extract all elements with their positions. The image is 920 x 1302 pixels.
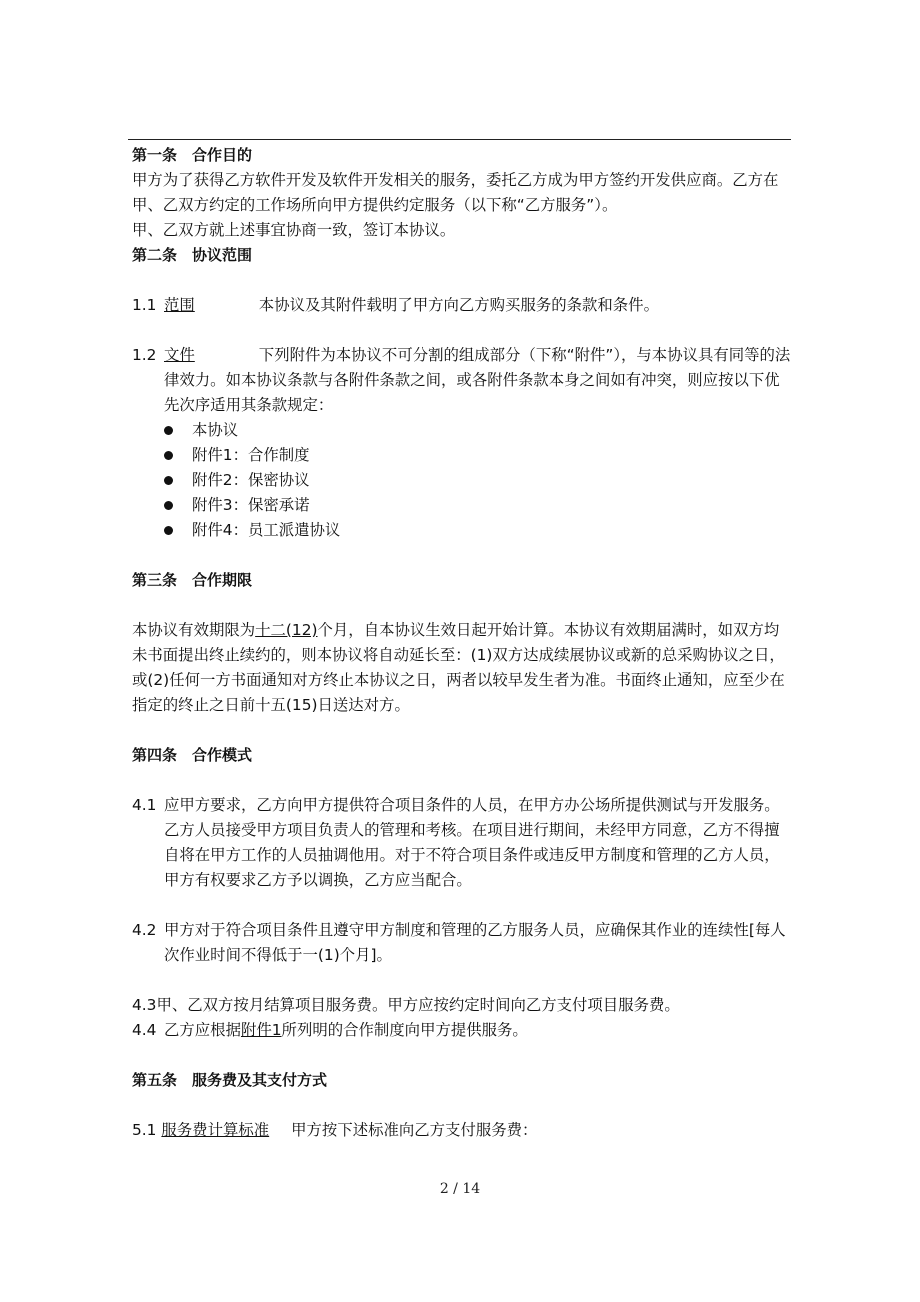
article-2-heading: 第二条 协议范围 xyxy=(132,246,253,264)
clause-term-fee-standard: 服务费计算标准 xyxy=(161,1121,270,1139)
list-item: 本协议 xyxy=(132,418,792,443)
attachment-1-reference: 附件1 xyxy=(240,1021,282,1039)
clause-4-1 xyxy=(132,793,792,893)
clause-text: 本协议及其附件载明了甲方向乙方购买服务的条款和条件。 xyxy=(258,296,659,314)
clause-5-1 xyxy=(132,1118,792,1143)
clause-text: 下列附件为本协议不可分割的组成部分（下称“附件”），与本协议具有同等的法律效力。如本协议条款与各附件条款之间，或各附件条款本身之间如有冲突，则应按以下优先次序适用其条款规定： xyxy=(164,346,791,414)
article-4-heading: 第四条 合作模式 xyxy=(132,746,253,764)
article-3-paragraph: 本协议有效期限为十二(12)个月，自本协议生效日起开始计算。本协议有效期届满时，如双方均未书面提出终止续约的，则本协议将自动延长至：(1)双方达成续展协议或新的总采购协议之日，或(2)任何一方书面通知对方终止本协议之日，两者以较早发生者为准。书面终止通知，应至少在指定的终止之日前十五(15)日送达对方。 xyxy=(132,621,785,714)
bullet-icon xyxy=(164,526,173,535)
clause-text: 甲方对于符合项目条件且遵守甲方制度和管理的乙方服务人员，应确保其作业的连续性[每人次作业时间不得低于一(1)个月]。 xyxy=(164,921,786,964)
clause-number: 4.4 xyxy=(132,1021,157,1039)
clause-text: 应甲方要求，乙方向甲方提供符合项目条件的人员，在甲方办公场所提供测试与开发服务。乙方人员接受甲方项目负责人的管理和考核。在项目进行期间，未经甲方同意，乙方不得擅自将在甲方工作的人员抽调他用。对于不符合项目条件或违反甲方制度和管理的乙方人员，甲方有权要求乙方予以调换，乙方应当配合。 xyxy=(164,796,780,889)
attachment-list xyxy=(132,418,792,543)
clause-1-2 xyxy=(132,343,792,418)
header-rule xyxy=(128,139,791,140)
article-1-paragraph-2: 甲、乙双方就上述事宜协商一致，签订本协议。 xyxy=(132,221,456,239)
article-1-heading: 第一条 合作目的 xyxy=(132,146,253,164)
clause-term-documents: 文件 xyxy=(164,346,195,364)
list-item: 附件3：保密承诺 xyxy=(132,493,792,518)
clause-term-scope: 范围 xyxy=(164,296,195,314)
bullet-icon xyxy=(164,501,173,510)
article-5-heading: 第五条 服务费及其支付方式 xyxy=(132,1071,328,1089)
bullet-icon xyxy=(164,451,173,460)
document-body xyxy=(132,143,792,1143)
list-item: 附件4：员工派遣协议 xyxy=(132,518,792,543)
page-number: 2 / 14 xyxy=(439,1181,481,1197)
clause-number: 4.2 xyxy=(132,921,157,939)
clause-number: 5.1 xyxy=(132,1121,157,1139)
term-duration: 十二(12) xyxy=(255,621,318,639)
list-item: 附件2：保密协议 xyxy=(132,468,792,493)
clause-number: 1.2 xyxy=(132,346,157,364)
list-item: 附件1：合作制度 xyxy=(132,443,792,468)
bullet-icon xyxy=(164,426,173,435)
clause-number: 4.1 xyxy=(132,796,157,814)
clause-4-2 xyxy=(132,918,792,968)
article-3-heading: 第三条 合作期限 xyxy=(132,571,253,589)
article-1-paragraph-1: 甲方为了获得乙方软件开发及软件开发相关的服务，委托乙方成为甲方签约开发供应商。乙方在甲、乙双方约定的工作场所向甲方提供约定服务（以下称“乙方服务”）。 xyxy=(132,171,779,214)
bullet-icon xyxy=(164,476,173,485)
clause-text: 甲方按下述标准向乙方支付服务费： xyxy=(291,1121,538,1139)
clause-4-4: 4.4 乙方应根据附件1所列明的合作制度向甲方提供服务。 xyxy=(132,1018,792,1043)
clause-1-1 xyxy=(132,293,792,318)
clause-4-3: 4.3甲、乙双方按月结算项目服务费。甲方应按约定时间向乙方支付项目服务费。 xyxy=(132,996,680,1014)
clause-number: 1.1 xyxy=(132,296,157,314)
